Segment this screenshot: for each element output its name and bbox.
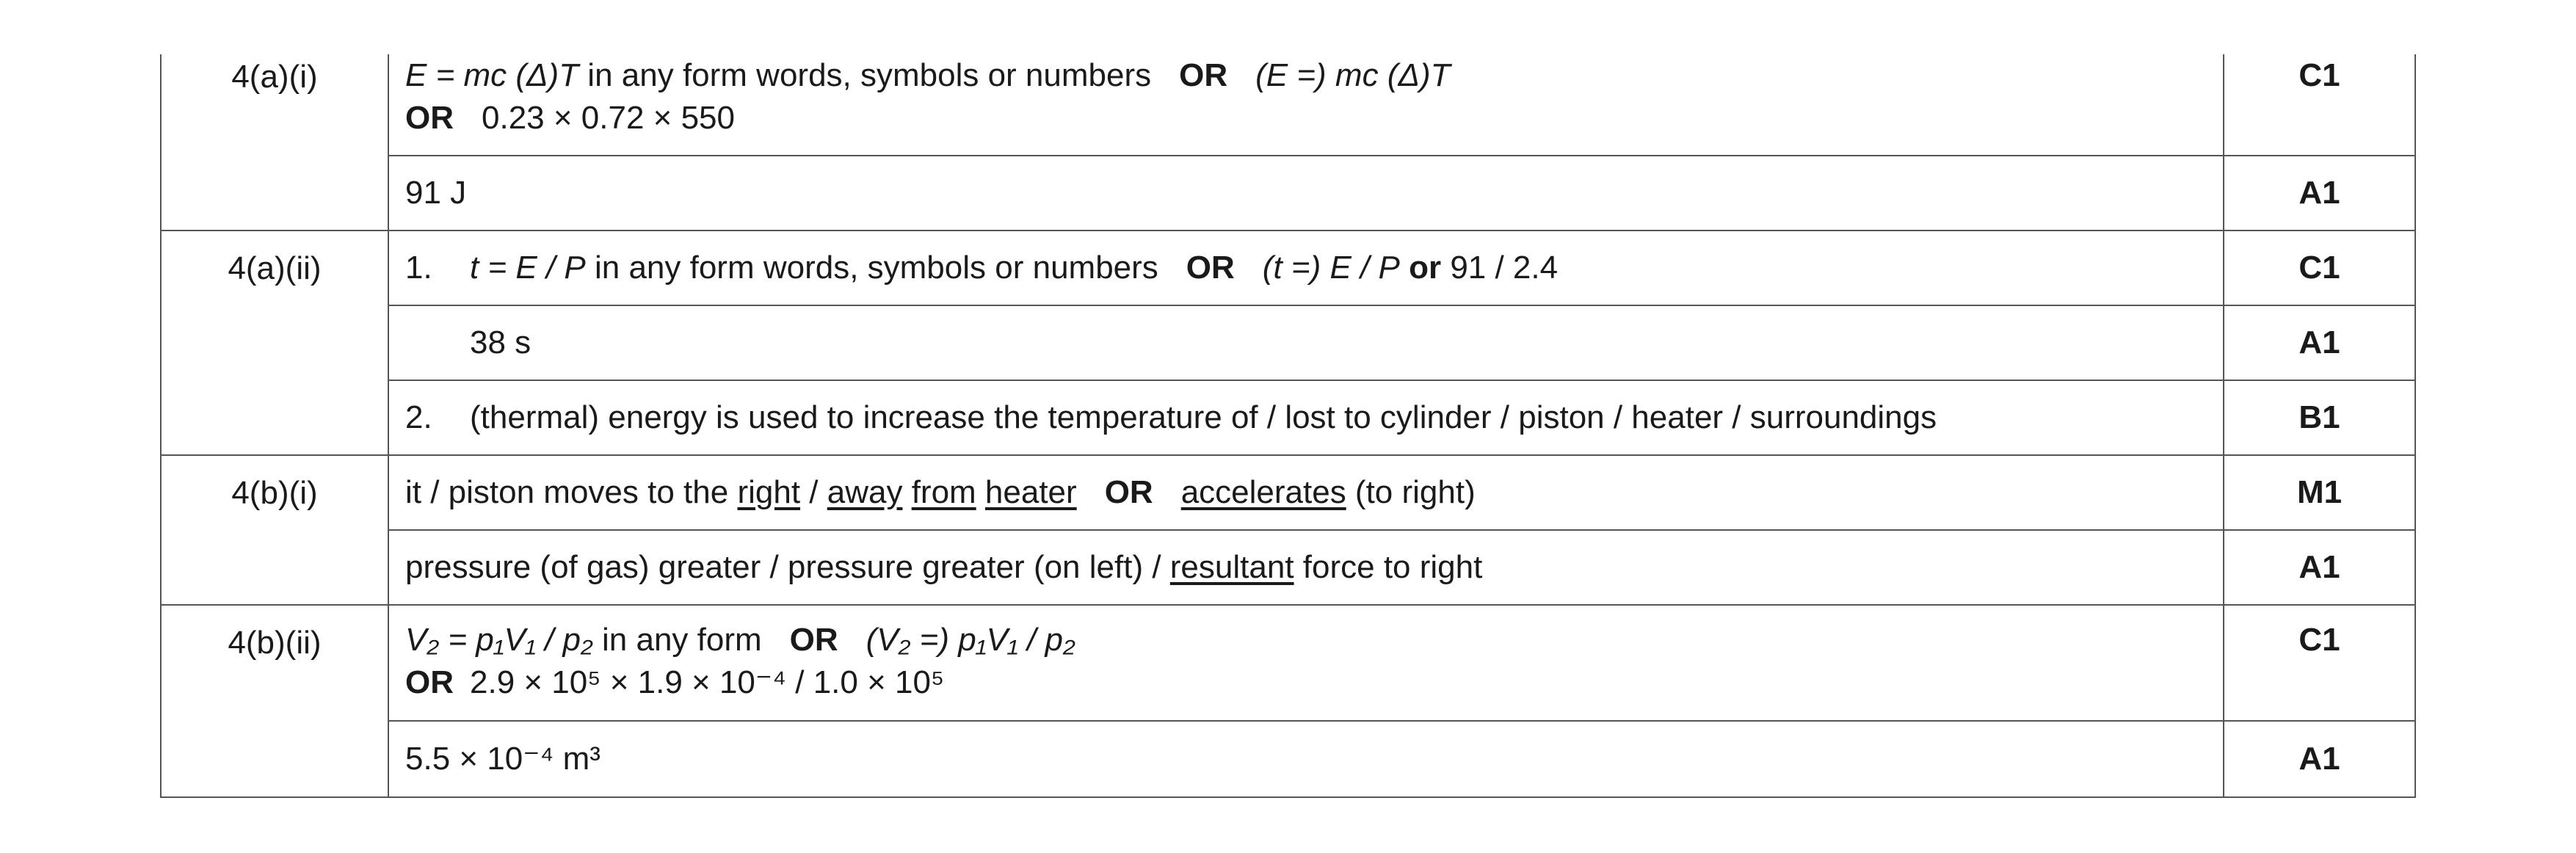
or-keyword: OR (405, 664, 454, 700)
answer-cell: 91 J (388, 156, 2224, 231)
answer-line (405, 661, 2211, 704)
item-number: 2. (405, 399, 432, 435)
answer-text: / (800, 474, 827, 510)
table-row (161, 605, 2415, 721)
mark-label: A1 (2224, 305, 2415, 380)
answer-cell (388, 605, 2224, 721)
mark-label: A1 (2224, 721, 2415, 797)
or-keyword: OR (789, 622, 838, 658)
formula: E = mc (Δ)T (405, 57, 579, 93)
item-number: 1. (405, 250, 432, 286)
answer-line (405, 619, 2211, 661)
answer-cell (388, 231, 2224, 305)
answer-cell (388, 305, 2224, 380)
question-number: 4(a)(ii) (161, 231, 388, 455)
table-row (161, 721, 2415, 797)
answer-text: pressure (of gas) greater / pressure greater (on left) / (405, 549, 1170, 585)
mark-label: C1 (2224, 231, 2415, 305)
or-keyword: or (1409, 250, 1442, 286)
answer-cell (388, 380, 2224, 455)
mark-label: B1 (2224, 380, 2415, 455)
mark-label: C1 (2224, 54, 2415, 156)
mark-scheme-table (160, 54, 2416, 798)
or-keyword: OR (1179, 57, 1228, 93)
question-number: 4(a)(i) (161, 54, 388, 231)
question-number: 4(b)(i) (161, 455, 388, 605)
underlined-keyword: accelerates (1180, 474, 1346, 510)
underlined-keyword: from (911, 474, 976, 510)
table-row (161, 455, 2415, 530)
table-row (161, 530, 2415, 605)
answer-text: 91 / 2.4 (1450, 250, 1559, 286)
underlined-keyword: resultant (1169, 549, 1294, 585)
answer-text: 0.23 × 0.72 × 550 (482, 100, 735, 136)
answer-text: force to right (1294, 549, 1483, 585)
mark-label: A1 (2224, 156, 2415, 231)
formula: (t =) E / P (1262, 250, 1400, 286)
answer-text: in any form words, symbols or numbers (578, 57, 1152, 93)
table-row (161, 54, 2415, 156)
answer-cell: 5.5 × 10⁻⁴ m³ (388, 721, 2224, 797)
formula: V₂ = p₁V₁ / p₂ (405, 622, 593, 658)
answer-text: 2.9 × 10⁵ × 1.9 × 10⁻⁴ / 1.0 × 10⁵ (470, 664, 945, 700)
answer-text: it / piston moves to the (405, 474, 738, 510)
answer-line (405, 54, 2211, 97)
underlined-keyword: heater (984, 474, 1077, 510)
answer-cell (388, 54, 2224, 156)
answer-cell (388, 530, 2224, 605)
or-keyword: OR (1104, 474, 1153, 510)
underlined-keyword: away (827, 474, 903, 510)
underlined-keyword: right (737, 474, 801, 510)
or-keyword: OR (405, 100, 454, 136)
formula: t = E / P (470, 250, 586, 286)
answer-text: 38 s (470, 324, 531, 360)
answer-text: (thermal) energy is used to increase the temperature of / lost to cylinder / piston / heater / surroundings (470, 399, 1937, 435)
answer-cell (388, 455, 2224, 530)
answer-text: in any form words, symbols or numbers (585, 250, 1158, 286)
question-number: 4(b)(ii) (161, 605, 388, 797)
or-keyword: OR (1186, 250, 1235, 286)
answer-line (405, 97, 2211, 139)
table-row (161, 305, 2415, 380)
formula: (E =) mc (Δ)T (1255, 57, 1451, 93)
answer-text: (to right) (1346, 474, 1476, 510)
answer-text: in any form (592, 622, 762, 658)
formula: (V₂ =) p₁V₁ / p₂ (866, 622, 1075, 658)
table-row (161, 156, 2415, 231)
mark-label: A1 (2224, 530, 2415, 605)
mark-label: M1 (2224, 455, 2415, 530)
table-row (161, 380, 2415, 455)
table-row (161, 231, 2415, 305)
mark-label: C1 (2224, 605, 2415, 721)
